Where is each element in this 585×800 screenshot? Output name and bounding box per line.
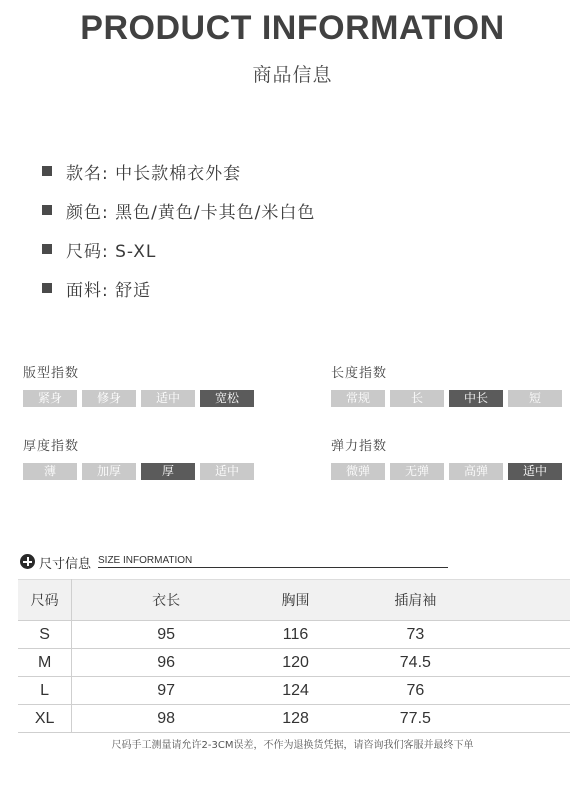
index-option: 厚 — [141, 463, 195, 480]
info-item-colors — [42, 197, 315, 223]
plus-circle-icon — [20, 554, 35, 569]
thickness-index — [23, 435, 259, 480]
size-info-subtitle: SIZE INFORMATION — [98, 555, 193, 566]
table-header-row — [18, 580, 570, 621]
index-option: 无弹 — [390, 463, 444, 480]
index-title: 弹力指数 — [331, 439, 388, 454]
info-text: 颜色: 黑色/黄色/卡其色/米白色 — [66, 202, 316, 223]
square-bullet-icon — [42, 166, 52, 176]
size-info-title: 尺寸信息 — [39, 557, 92, 572]
index-option: 适中 — [508, 463, 562, 480]
elasticity-index — [331, 435, 567, 480]
index-options — [331, 390, 567, 407]
table-cell-spacer — [500, 705, 570, 733]
info-item-fabric — [42, 275, 315, 301]
size-table — [18, 579, 570, 733]
table-cell: 77.5 — [331, 705, 500, 733]
info-text: 尺码: S-XL — [66, 241, 157, 262]
index-option: 微弹 — [331, 463, 385, 480]
index-option: 长 — [390, 390, 444, 407]
table-row — [18, 621, 570, 649]
index-title: 版型指数 — [23, 366, 80, 381]
page-subtitle: 商品信息 — [252, 64, 333, 86]
info-item-style-name — [42, 158, 315, 184]
page-title: PRODUCT INFORMATION — [80, 9, 505, 47]
measurement-note: 尺码手工测量请允许2-3CM误差，不作为退换货凭据，请咨询我们客服并最终下单 — [111, 740, 474, 751]
info-item-sizes — [42, 236, 315, 262]
table-cell-spacer — [500, 621, 570, 649]
square-bullet-icon — [42, 283, 52, 293]
divider — [98, 567, 448, 568]
index-title: 厚度指数 — [23, 439, 80, 454]
column-header: 衣长 — [72, 580, 260, 621]
table-cell: S — [18, 621, 72, 649]
index-title: 长度指数 — [331, 366, 388, 381]
index-option: 中长 — [449, 390, 503, 407]
table-cell: 98 — [72, 705, 260, 733]
table-cell: 128 — [260, 705, 331, 733]
table-cell: 95 — [72, 621, 260, 649]
column-header: 插肩袖 — [331, 580, 500, 621]
column-header: 胸围 — [260, 580, 331, 621]
table-row — [18, 705, 570, 733]
table-row — [18, 649, 570, 677]
index-option: 宽松 — [200, 390, 254, 407]
table-cell: XL — [18, 705, 72, 733]
index-option: 适中 — [141, 390, 195, 407]
index-option: 高弹 — [449, 463, 503, 480]
index-options — [331, 463, 567, 480]
info-text: 款名: 中长款棉衣外套 — [66, 163, 242, 184]
square-bullet-icon — [42, 205, 52, 215]
table-cell: 116 — [260, 621, 331, 649]
index-option: 常规 — [331, 390, 385, 407]
table-cell: 97 — [72, 677, 260, 705]
table-cell: L — [18, 677, 72, 705]
table-cell: 120 — [260, 649, 331, 677]
table-cell: 96 — [72, 649, 260, 677]
table-row — [18, 677, 570, 705]
index-options — [23, 463, 259, 480]
index-option: 适中 — [200, 463, 254, 480]
square-bullet-icon — [42, 244, 52, 254]
index-options — [23, 390, 259, 407]
index-option: 紧身 — [23, 390, 77, 407]
column-spacer — [500, 580, 570, 621]
table-cell-spacer — [500, 677, 570, 705]
table-cell-spacer — [500, 649, 570, 677]
size-info-header — [20, 553, 450, 571]
column-header: 尺码 — [18, 580, 72, 621]
table-cell: 76 — [331, 677, 500, 705]
table-cell: 74.5 — [331, 649, 500, 677]
table-cell: 124 — [260, 677, 331, 705]
index-option: 薄 — [23, 463, 77, 480]
index-option: 加厚 — [82, 463, 136, 480]
info-text: 面料: 舒适 — [66, 280, 152, 301]
fit-index — [23, 362, 259, 407]
index-option: 短 — [508, 390, 562, 407]
length-index — [331, 362, 567, 407]
index-option: 修身 — [82, 390, 136, 407]
product-info-list — [42, 158, 315, 314]
table-cell: 73 — [331, 621, 500, 649]
table-cell: M — [18, 649, 72, 677]
